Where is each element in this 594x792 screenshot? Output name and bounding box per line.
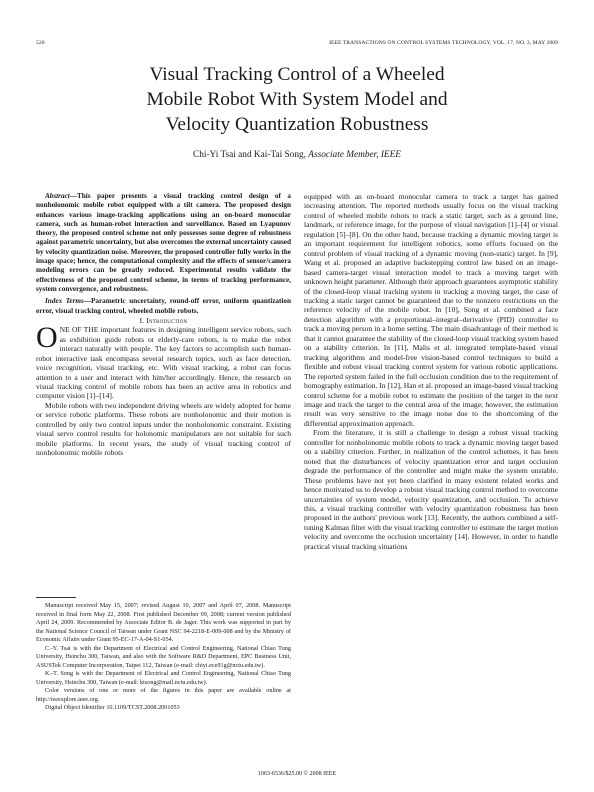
footnote-tsai: C.-Y. Tsai is with the Department of Electrical and Control Engineering, National Chiao Tung University, Hsinchu 300, Taiwan, and also with the Software R&D Department, EPC Business Unit, ASUSTek Computer Incorporation, Taipei 112, Taiwan (e-mail: chiyi.ece91g@nctu.edu.tw). (36, 644, 291, 669)
body-paragraph-1: equipped with an on-board monocular camera to track a target has gained increasing attention. The reported methods usually focus on the visual tracking control of wheeled mobile robots to track a static target, such as a ground line, landmark, or reference image, for the purpose of visual navigation [1]–[4] or visual regulation [5]–[8]. On the other hand, because tracking a dynamic moving target is an important requirement for intelligent robotics, some efforts focused on the control problem of visual tracking of a dynamic moving (non-static) target. In [9], Wang et al. proposed an adaptive backstepping control law based on an image-based camera-target visual interaction model to track a moving target with unknown height parameter. Although their approach guarantees asymptotic stability of the closed-loop visual tracking system in tracking a moving target, the case of tracking a static target cannot be guaranteed due to the nonzero restrictions on the reference velocity of the mobile robot. In [10], Song et al. combined a face detection algorithm with a proportional–integral–derivative (PID) controller to track a moving person in a home setting. The main disadvantage of their method is that it cannot guarantee the stability of the closed-loop visual tracking system based on a stability criterion. In [11], Malis et al. integrated template-based visual tracking algorithms and model-free vision-based control techniques to build a flexible and robust visual tracking control system for various robotic applications. The reported system failed in the full occlusion condition due to the requirement of homography estimation. In [12], Han et al. proposed an image-based visual tracking control scheme for a mobile robot to estimate the position of the target in the next image and track the target to the central area of the image; however, the estimation result was very sensitive to the image noise due to the shortcoming of the differential approximation approach. (304, 192, 559, 428)
authors (60, 150, 534, 160)
intro-text-1: NE OF THE important features in designing intelligent service robots, such as exhibition guide robots or elderly-care robots, is to make the robot interact naturally with people. The key factors to accomplish such human-robot interactive task encompass several research topics, such as face detection, voice recognition, visual tracking, etc. With visual tracking, a robot can focus attention to a user and interact with him/her accordingly. Hence, the research on visual tracking control of mobile robots has been an active area in robotics and computer vision [1]–[14]. (36, 325, 291, 401)
body-paragraph-2: From the literature, it is still a challenge to design a robust visual tracking controller for nonholonomic mobile robots to track a dynamic moving target based on a stability criterion. Further, in realization of the control schemes, it has been noted that the disturbances of velocity quantization error and target occlusion degrade the performance of the controller and might make the system unstable. These problems have not yet been clarified in many existent related works and hence motivated us to develop a robust visual tracking control method to overcome uncertainties of system model, velocity quantization, and occlusion. To achieve this, a visual tracking controller with velocity quantization robustness has been proposed in the authors' previous work [13]. Recently, the authors combined a self-tuning Kalman filter with the visual tracking controller to estimate the target motion velocity and overcome the occlusion uncertainty [14]. However, in order to handle practical visual tracking situations (304, 428, 558, 551)
footnote-song: K.-T. Song is with the Department of Electrical and Control Engineering, National Chiao Tung University, Hsinchu 300, Taiwan (e-mail: ktsong@mail.nctu.edu.tw). (36, 670, 291, 686)
abstract (36, 192, 291, 294)
intro-paragraph-1 (36, 321, 291, 401)
copyright-code: 1063-6536/$25.00 © 2008 IEEE (257, 771, 337, 777)
index-terms-text: —Parametric uncertainty, round-off error, uniform quantization error, visual tracking control, wheeled mobile robots. (36, 297, 291, 315)
index-terms (36, 297, 291, 316)
footnote-doi: Digital Object Identifier 10.1109/TCST.2008.2001053 (45, 704, 180, 711)
intro-paragraph-2: Mobile robots with two independent driving wheels are widely adopted for home or service robotic platforms. These robots are nonholonomic and their motion is controlled by only two control inputs under the nonholonomic constraint. Existing visual servo control results for holonomic manipulators are not suitable for such mobile platforms. In recent years, the study of visual tracking control of nonholonomic mobile robots (36, 400, 291, 458)
author-affiliation: Associate Member, IEEE (308, 150, 401, 160)
footnotes (36, 602, 291, 713)
footnote-rule (36, 597, 76, 598)
section-number: I. (139, 315, 145, 325)
drop-cap: O (36, 321, 58, 355)
author-names: Chi-Yi Tsai and Kai-Tai Song, (193, 150, 306, 160)
right-column (304, 192, 558, 551)
title-line-3: Velocity Quantization Robustness (165, 114, 429, 135)
running-head (36, 40, 558, 50)
left-column (36, 192, 291, 458)
footnote-color: Color versions of one or more of the figures in this paper are available online at http://ieeexplore.ieee.org. (36, 687, 291, 703)
abstract-label: Abstract (45, 192, 70, 200)
page-number: 520 (36, 40, 45, 46)
section-heading (36, 316, 291, 325)
title-line-2: Mobile Robot With System Model and (146, 89, 448, 110)
journal-name: IEEE TRANSACTIONS ON CONTROL SYSTEMS TECHNOLOGY, VOL. 17, NO. 3, MAY 2009 (329, 40, 558, 46)
title-line-1: Visual Tracking Control of a Wheeled (149, 64, 445, 85)
section-title: Introduction (146, 315, 188, 325)
index-terms-label: Index Terms (45, 297, 84, 306)
abstract-text: —This paper presents a visual tracking control design of a nonholonomic mobile robot equipped with a tilt camera. The proposed design enhances various image-tracking applications using an on-board monocular camera, such as human-robot interaction and surveillance. Based on Lyapunov theory, the proposed control scheme not only possesses some degree of robustness against parametric uncertainty, but also overcomes the external uncertainty caused by velocity quantization noise. Moreover, the proposed controller fully works in the image space; hence, the computational complexity and the effects of sensor/camera modeling errors can be greatly reduced. Experimental results validate the effectiveness of the proposed control scheme, in terms of tracking performance, system convergence, and robustness. (36, 192, 291, 293)
footnote-manuscript: Manuscript received May 15, 2007; revised August 10, 2007 and April 07, 2008. Manuscript received in final form May 22, 2008. First published December 09, 2008; current version published April 24, 2009. Recommended by Associate Editor B. de Jager. This work was supported in part by the National Science Council of Taiwan under Grant NSC 94-2218-E-009-008 and by the Ministry of Economic Affairs under Grant 95-EC-17-A-04-S1-054. (36, 602, 291, 643)
paper-title (60, 62, 534, 137)
